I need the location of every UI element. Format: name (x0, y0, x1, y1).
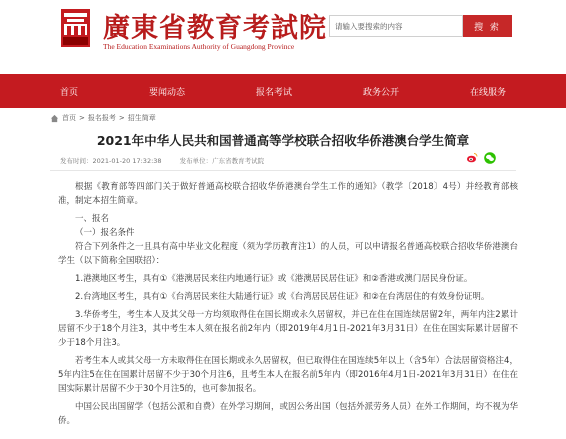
breadcrumb-separator: > (118, 114, 125, 122)
logo-emblem-icon[interactable] (60, 8, 91, 48)
nav-item-news[interactable]: 要闻动态 (148, 87, 185, 98)
article-title: 2021年中华人民共和国普通高等学校联合招收华侨港澳台学生简章 (96, 133, 470, 148)
article-meta (60, 156, 280, 165)
breadcrumb (50, 113, 156, 123)
home-icon (50, 114, 59, 123)
site-title[interactable]: 廣東省教育考試院 (103, 13, 327, 44)
breadcrumb-current[interactable]: 招生简章 (127, 114, 156, 122)
site-subtitle: The Education Examinations Authority of Guangdong Province (103, 42, 295, 51)
publish-source: 发布单位：广东省教育考试院 (179, 157, 265, 165)
paragraph: 根据《教育部等四部门关于做好普通高校联合招收华侨港澳台学生工作的通知》（教学〔2018〕4号）并经教育部核准，制定本招生简章。 (58, 182, 518, 206)
nav-item-exams[interactable]: 报名考试 (255, 87, 292, 98)
breadcrumb-separator: > (79, 114, 85, 122)
site-header (0, 0, 566, 74)
search-button[interactable]: 搜 索 (463, 15, 512, 37)
weibo-icon[interactable] (466, 152, 478, 164)
article-divider (50, 170, 516, 171)
breadcrumb-home[interactable]: 首页 (62, 114, 76, 122)
wechat-icon[interactable] (484, 152, 496, 164)
section-heading: 一、报名 (75, 214, 110, 224)
paragraph: 3.华侨考生，考生本人及其父母一方均须取得住在国长期或永久居留权，并已在住在国连续居留2年，两年内注2累计居留不少于18个月注3，其中考生本人须在报名前2年内（即2019年4月1日-2021年3月31日）在住在国实际累计居留不少于18个月注3。 (58, 310, 518, 348)
publish-time: 发布时间：2021-01-20 17:32:38 (60, 157, 162, 165)
paragraph: 2.台湾地区考生，具有①《台湾居民来往大陆通行证》或《台湾居民居住证》和②在台湾居住的有效身份证明。 (75, 292, 490, 302)
paragraph: 1.港澳地区考生，具有①《港澳居民来往内地通行证》或《港澳居民居住证》和②香港或澳门居民身份证。 (75, 274, 473, 284)
breadcrumb-registration[interactable]: 报名报考 (87, 114, 116, 122)
search-input[interactable] (329, 15, 463, 37)
nav-item-affairs[interactable]: 政务公开 (362, 87, 399, 98)
nav-item-services[interactable]: 在线服务 (469, 87, 506, 98)
subsection-heading: （一）报名条件 (75, 228, 135, 238)
share-bar (466, 152, 496, 164)
main-nav (0, 74, 566, 108)
paragraph: 符合下列条件之一且具有高中毕业文化程度（须为学历教育注1）的人员，可以申请报名普通高校联合招收华侨港澳台学生（以下简称全国联招）： (58, 242, 518, 266)
paragraph: 若考生本人或其父母一方未取得住在国长期或永久居留权，但已取得住在国连续5年以上（含5年）合法居留资格注4，5年内注5在住在国累计居留不少于30个月注6，且考生本人在报名前5年内（即2016年4月1日-2021年3月31日）在住在国实际累计居留不少于30个月注5的，也可参加报名。 (58, 356, 518, 394)
paragraph: 中国公民出国留学（包括公派和自费）在外学习期间，或因公务出国（包括外派劳务人员）在外工作期间，均不视为华侨。 (58, 402, 518, 426)
article-body (58, 180, 518, 432)
nav-item-home[interactable]: 首页 (60, 87, 79, 98)
